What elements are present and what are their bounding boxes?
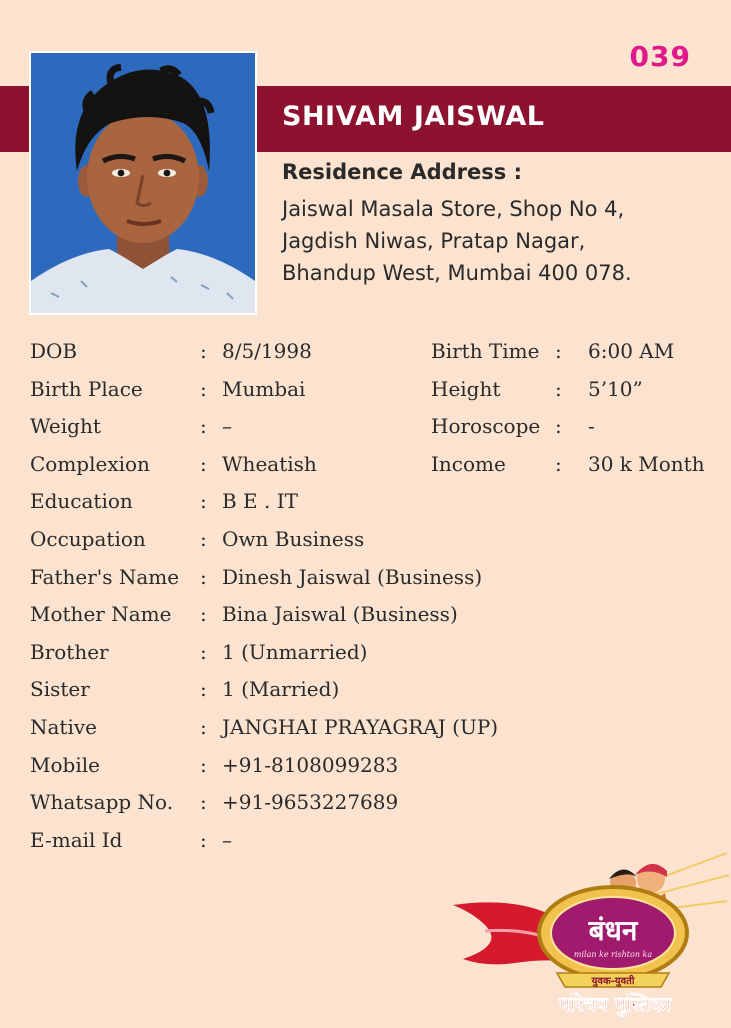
detail-label: Mother Name [30, 602, 172, 627]
address-line: Bhandup West, Mumbai 400 078. [282, 261, 632, 285]
address-line: Jaiswal Masala Store, Shop No 4, [282, 197, 625, 221]
detail-value: Own Business [222, 526, 365, 551]
detail-label: Sister [30, 677, 90, 702]
logo-tagline: milan ke rishton ka [573, 950, 653, 959]
detail-separator: : [555, 339, 562, 363]
address-line: Jagdish Niwas, Pratap Nagar, [282, 229, 586, 253]
detail-value: +91-8108099283 [222, 752, 399, 777]
detail-label: Brother [30, 639, 109, 664]
detail-label: Height [431, 376, 501, 401]
bandhan-logo [445, 845, 731, 1024]
detail-separator: : [200, 451, 207, 476]
detail-value: 6:00 AM [588, 339, 675, 363]
detail-label: Mobile [30, 752, 100, 777]
detail-value: Dinesh Jaiswal (Business) [222, 564, 483, 589]
detail-label: Birth Time [431, 339, 540, 363]
detail-value: JANGHAI PRAYAGRAJ (UP) [222, 714, 499, 739]
detail-separator: : [200, 714, 207, 739]
detail-value: 1 (Married) [222, 677, 340, 702]
logo-main-text: बंधन [588, 914, 638, 947]
detail-value: Mumbai [222, 376, 306, 401]
detail-label: E-mail Id [30, 827, 123, 852]
detail-label: Horoscope [431, 414, 541, 439]
detail-separator: : [200, 827, 207, 852]
detail-value: - [588, 414, 595, 439]
detail-separator: : [200, 489, 207, 514]
detail-separator: : [200, 526, 207, 551]
detail-label: Complexion [30, 451, 150, 476]
detail-label: Birth Place [30, 376, 143, 401]
detail-label: Native [30, 714, 97, 739]
page-number: 039 [629, 40, 691, 73]
detail-separator: : [200, 376, 207, 401]
detail-value: – [222, 827, 232, 852]
residence-address-label: Residence Address : [282, 160, 522, 184]
residence-address [282, 193, 632, 289]
detail-separator: : [200, 564, 207, 589]
detail-label: Income [431, 451, 506, 476]
detail-separator: : [200, 639, 207, 664]
detail-label: Whatsapp No. [30, 790, 174, 815]
detail-separator: : [555, 451, 562, 476]
logo-bottom-text: परिचय पुस्तिका [558, 992, 672, 1016]
detail-label: Education [30, 489, 133, 514]
detail-separator: : [200, 414, 207, 439]
detail-separator: : [200, 752, 207, 777]
detail-value: 30 k Month [588, 451, 705, 476]
detail-label: Father's Name [30, 564, 180, 589]
detail-value: B E . IT [222, 489, 298, 514]
logo-ribbon-text: युवक-युवती [591, 976, 635, 987]
detail-value: 1 (Unmarried) [222, 639, 368, 664]
detail-value: Bina Jaiswal (Business) [222, 602, 458, 627]
detail-separator: : [200, 602, 207, 627]
detail-separator: : [555, 376, 562, 401]
detail-separator: : [200, 677, 207, 702]
detail-value: 8/5/1998 [222, 339, 312, 363]
detail-value: – [222, 414, 232, 439]
detail-label: DOB [30, 339, 78, 363]
detail-label: Weight [30, 414, 101, 439]
detail-value: Wheatish [222, 451, 317, 476]
detail-value: +91-9653227689 [222, 790, 399, 815]
profile-photo [29, 51, 257, 315]
detail-separator: : [555, 414, 562, 439]
detail-separator: : [200, 790, 207, 815]
detail-value: 5’10” [588, 376, 643, 401]
detail-label: Occupation [30, 526, 146, 551]
profile-name: SHIVAM JAISWAL [282, 101, 545, 132]
detail-separator: : [200, 339, 207, 363]
